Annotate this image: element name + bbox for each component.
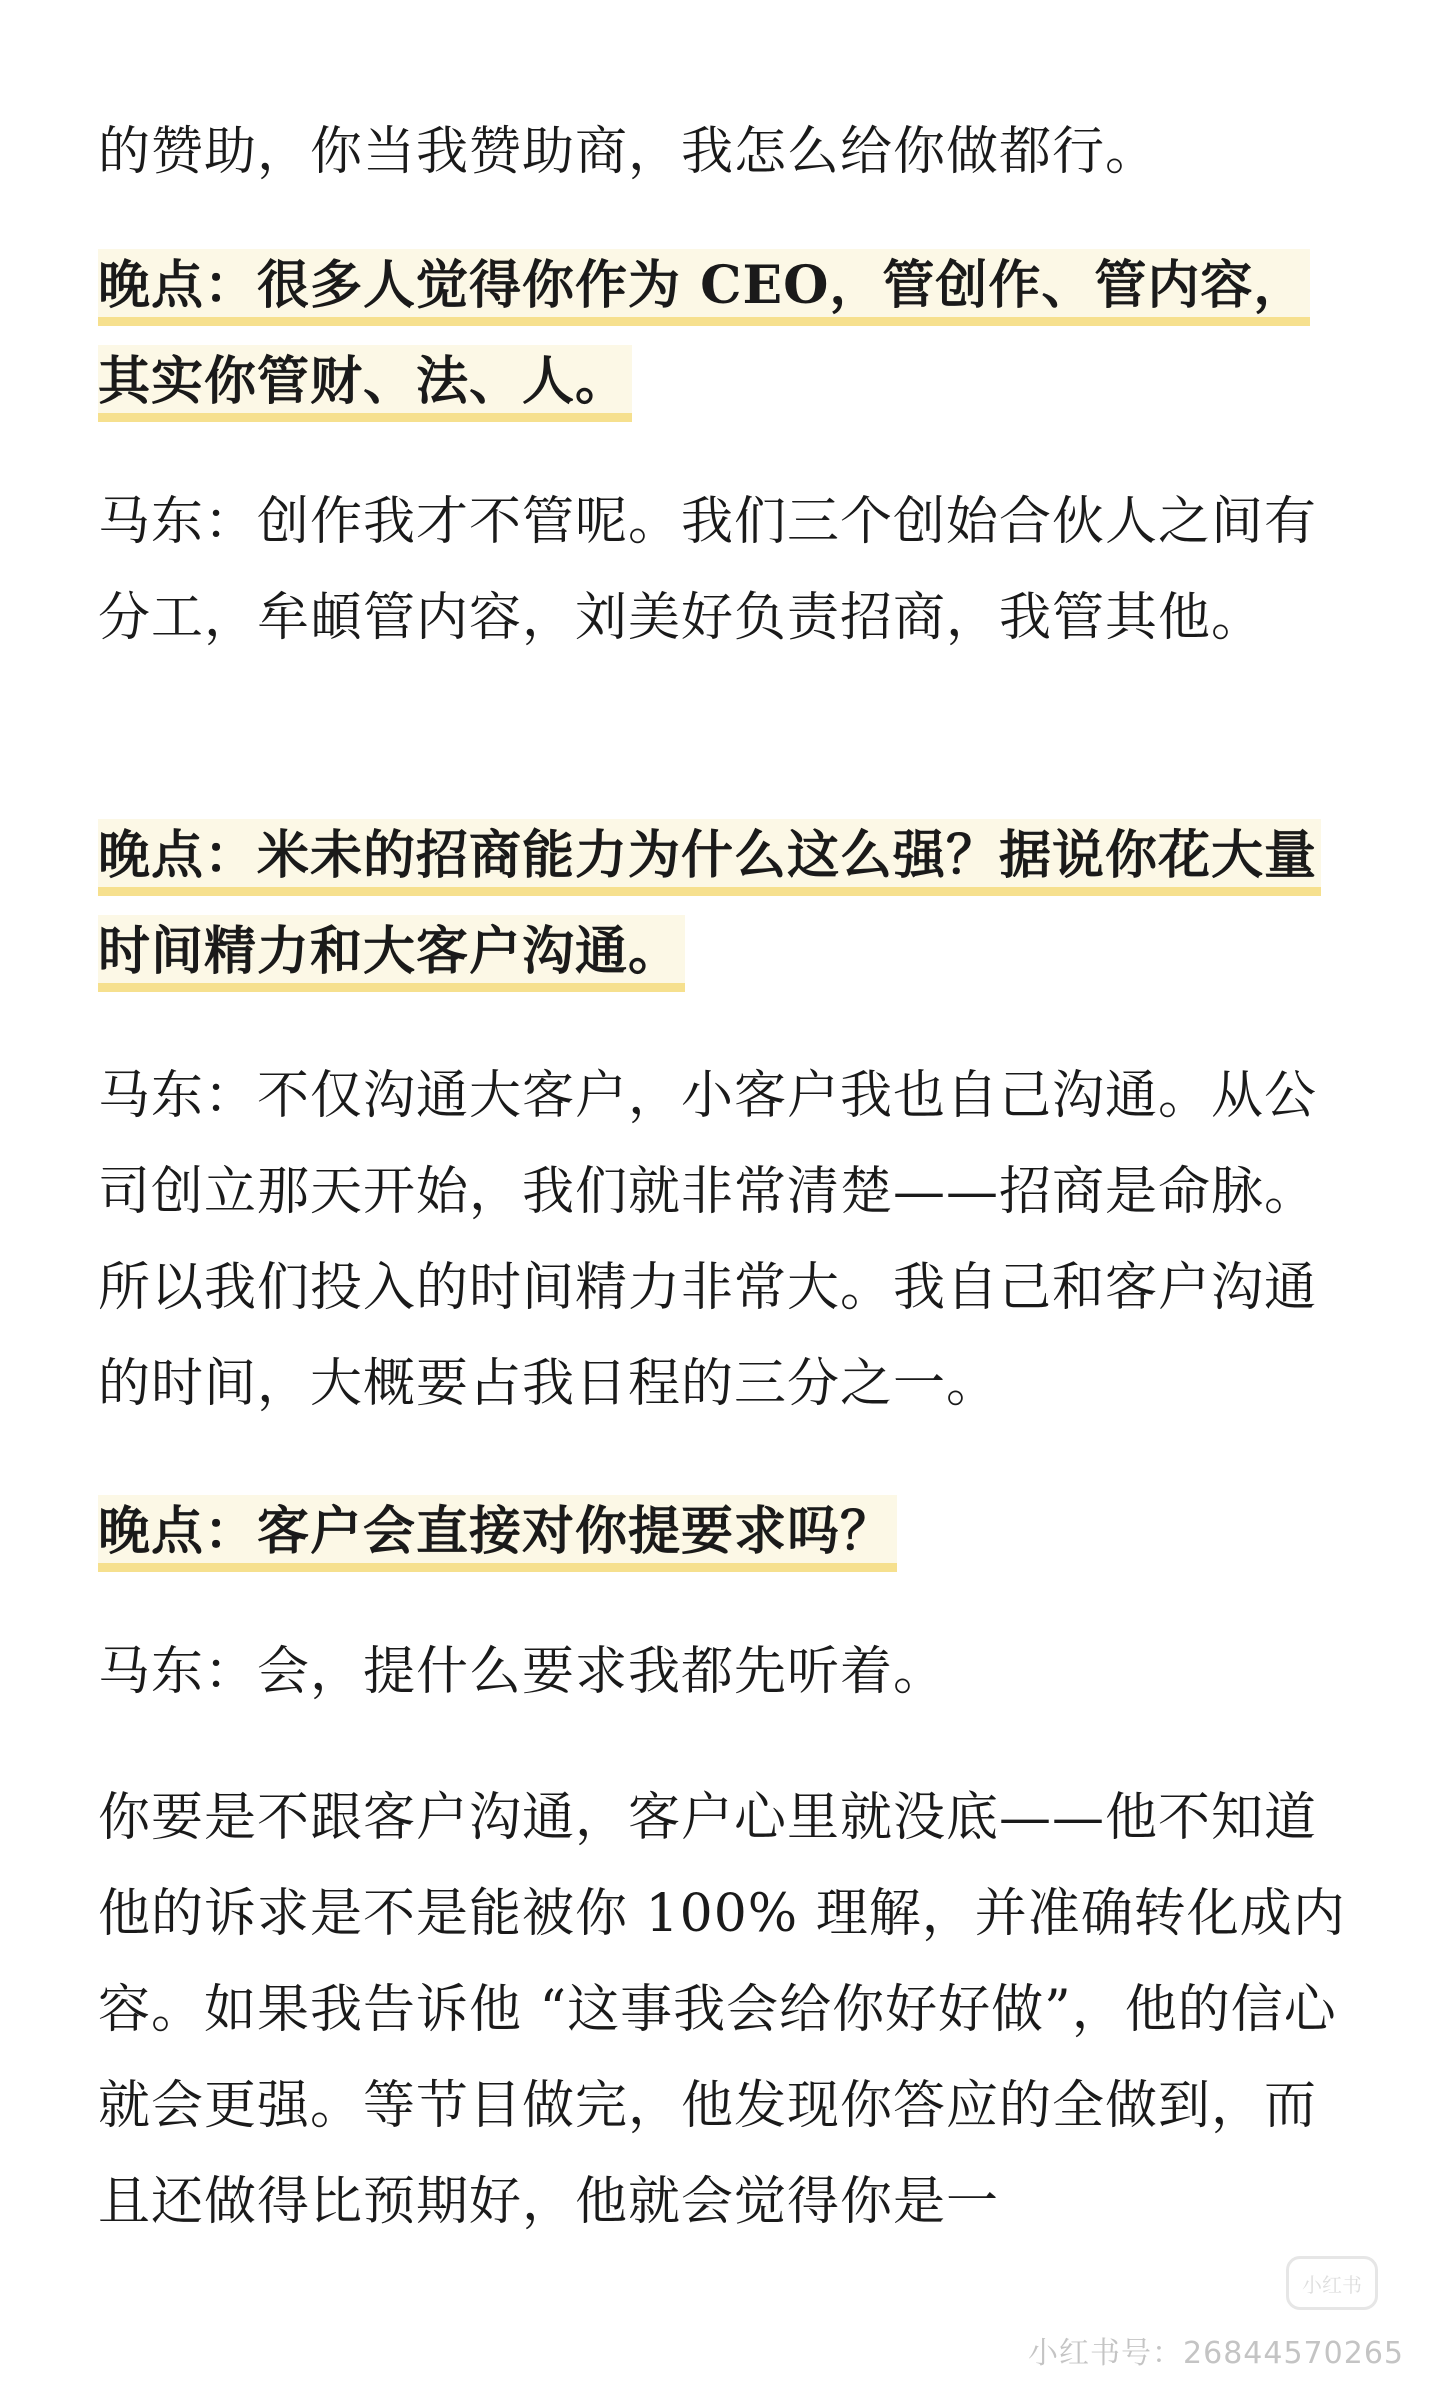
highlighted-question: 晚点：米未的招商能力为什么这么强？据说你花大量时间精力和大客户沟通。 [98,819,1321,992]
question-paragraph [98,808,1348,1000]
question-paragraph [98,238,1348,430]
highlighted-question: 晚点：很多人觉得你作为 CEO，管创作、管内容，其实你管财、法、人。 [98,249,1310,422]
highlighted-question: 晚点：客户会直接对你提要求吗？ [98,1495,897,1572]
xiaohongshu-logo-icon: 小红书 [1286,2256,1378,2310]
paragraph-body: 你要是不跟客户沟通，客户心里就没底——他不知道他的诉求是不是能被你 100% 理解，并准确转化成内容。如果我告诉他 “这事我会给你好好做”，他的信心就会更强。等节目做完，他发现你答应的全做到，而且还做得比预期好，他就会觉得你是一 [98,1788,1346,2232]
answer-paragraph: 马东：会，提什么要求我都先听着。 [98,1642,947,1702]
paragraph-intro: 的赞助，你当我赞助商，我怎么给你做都行。 [98,122,1159,182]
answer-paragraph: 马东：不仅沟通大客户，小客户我也自己沟通。从公司创立那天开始，我们就非常清楚——招商是命脉。所以我们投入的时间精力非常大。我自己和客户沟通的时间，大概要占我日程的三分之一。 [98,1066,1318,1414]
question-paragraph [98,1484,897,1580]
answer-paragraph: 马东：创作我才不管呢。我们三个创始合伙人之间有分工，牟頔管内容，刘美好负责招商，我管其他。 [98,492,1318,648]
watermark-account-id: 小红书号：26844570265 [1028,2336,1404,2371]
